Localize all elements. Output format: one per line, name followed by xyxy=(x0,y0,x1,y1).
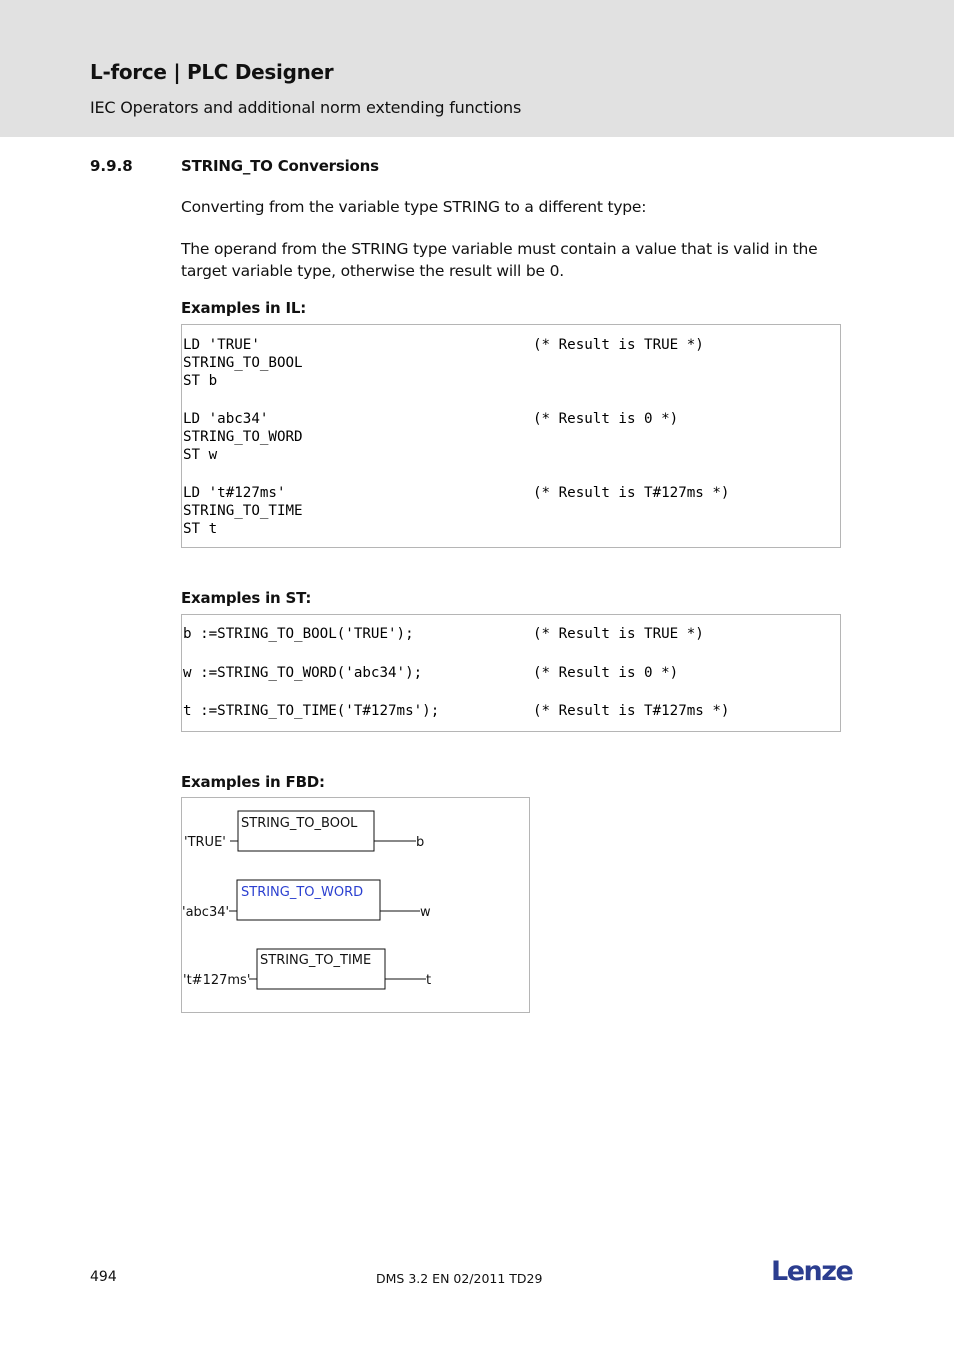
il-code-line: STRING_TO_WORD xyxy=(183,429,303,445)
st-code-line: b :=STRING_TO_BOOL('TRUE'); xyxy=(183,626,414,642)
fbd-block-name: STRING_TO_BOOL xyxy=(241,816,358,831)
fbd-heading: Examples in FBD: xyxy=(181,773,325,791)
note-paragraph-line-1: The operand from the STRING type variable must contain a value that is valid in the xyxy=(181,240,818,258)
section-number: 9.9.8 xyxy=(90,157,133,175)
il-code-line: LD 'abc34' xyxy=(183,411,269,427)
fbd-input-label: 'TRUE' xyxy=(184,835,226,850)
il-code-line: ST t xyxy=(183,521,218,537)
il-code-box xyxy=(181,324,841,548)
lenze-logo: Lenze xyxy=(771,1256,853,1287)
intro-paragraph: Converting from the variable type STRING to a different type: xyxy=(181,198,647,216)
st-code-comment: (* Result is T#127ms *) xyxy=(533,703,730,719)
fbd-output-label: w xyxy=(420,905,431,920)
il-code-comment: (* Result is TRUE *) xyxy=(533,337,704,353)
il-code-line: ST w xyxy=(183,447,218,463)
il-code-line: LD 't#127ms' xyxy=(183,485,286,501)
il-code-line: ST b xyxy=(183,373,218,389)
fbd-input-label: 't#127ms' xyxy=(183,973,251,988)
page-number: 494 xyxy=(90,1269,117,1285)
document-title: L-force | PLC Designer xyxy=(90,60,334,84)
st-code-box xyxy=(181,614,841,732)
fbd-block-name: STRING_TO_TIME xyxy=(260,953,372,968)
il-code-comment: (* Result is 0 *) xyxy=(533,411,679,427)
fbd-diagram xyxy=(181,797,530,1013)
il-heading: Examples in IL: xyxy=(181,299,307,317)
fbd-output-label: b xyxy=(416,835,425,850)
fbd-input-label: 'abc34' xyxy=(182,905,230,920)
note-paragraph-line-2: target variable type, otherwise the result will be 0. xyxy=(181,262,564,280)
il-code-line: STRING_TO_BOOL xyxy=(183,355,303,371)
st-code-comment: (* Result is TRUE *) xyxy=(533,626,704,642)
il-code-line: STRING_TO_TIME xyxy=(183,503,303,519)
st-code-comment: (* Result is 0 *) xyxy=(533,665,679,681)
st-heading: Examples in ST: xyxy=(181,589,312,607)
fbd-diagram-svg xyxy=(182,798,529,1012)
document-subtitle: IEC Operators and additional norm extending functions xyxy=(90,98,522,117)
document-reference: DMS 3.2 EN 02/2011 TD29 xyxy=(376,1271,543,1286)
st-code-line: w :=STRING_TO_WORD('abc34'); xyxy=(183,665,423,681)
section-title: STRING_TO Conversions xyxy=(181,157,379,175)
fbd-output-label: t xyxy=(426,973,432,988)
fbd-block-name: STRING_TO_WORD xyxy=(241,885,364,900)
il-code-comment: (* Result is T#127ms *) xyxy=(533,485,730,501)
st-code-line: t :=STRING_TO_TIME('T#127ms'); xyxy=(183,703,440,719)
il-code-line: LD 'TRUE' xyxy=(183,337,260,353)
